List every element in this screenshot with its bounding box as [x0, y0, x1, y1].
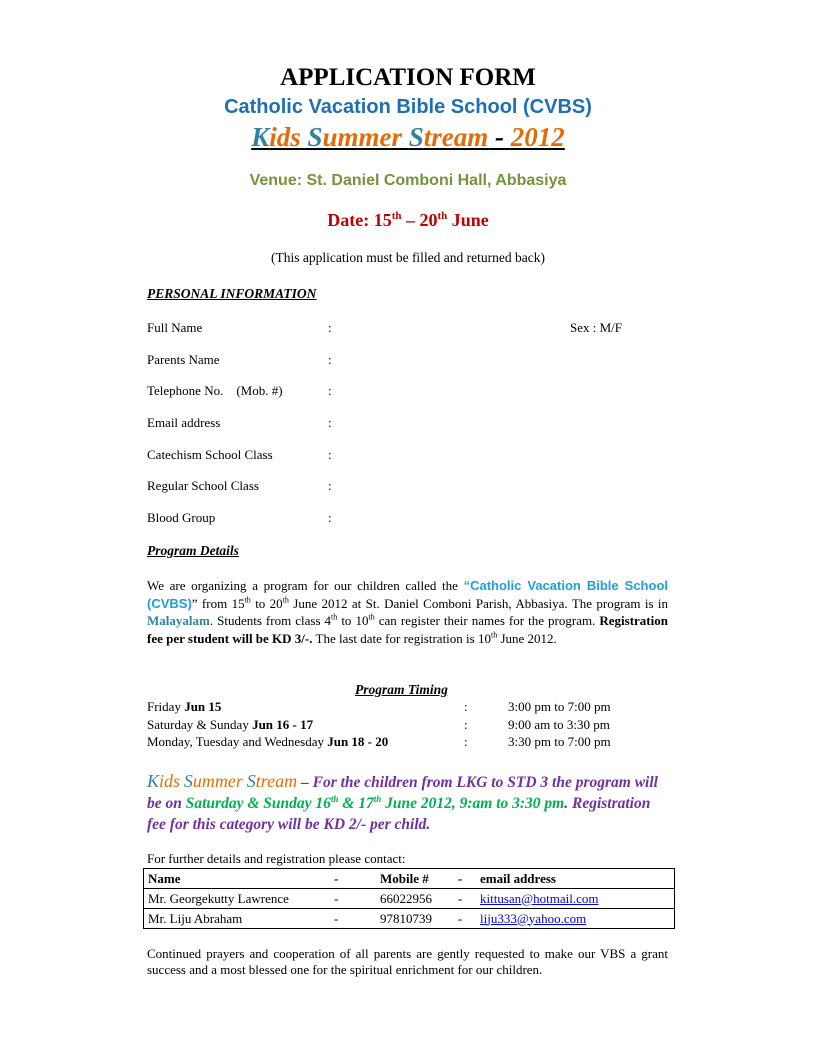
- event-date: [0, 210, 816, 231]
- field-colon: :: [328, 447, 332, 462]
- stream-k: K: [251, 122, 270, 152]
- personal-info-heading: PERSONAL INFORMATION: [147, 286, 317, 301]
- field-colon: :: [328, 320, 332, 335]
- table-row: [144, 889, 675, 909]
- kids-schedule: & 17: [338, 795, 374, 812]
- program-description: [147, 577, 668, 647]
- field-label-email: Email address: [147, 415, 221, 430]
- timing-date: Jun 16 - 17: [252, 717, 314, 732]
- contact-mobile: 66022956: [376, 889, 454, 909]
- date-suffix: June: [447, 210, 489, 230]
- timing-day: Saturday & Sunday: [147, 717, 253, 732]
- contact-intro: For further details and registration please contact:: [147, 851, 406, 866]
- venue: Venue: St. Daniel Comboni Hall, Abbasiya: [249, 172, 567, 189]
- stream-year: 2012: [510, 122, 565, 152]
- kids-text: – For the children from LKG to STD 3 the program will be on: [147, 774, 658, 812]
- program-sup: th: [244, 595, 251, 605]
- organization-name: Catholic Vacation Bible School (CVBS): [224, 96, 592, 118]
- stream-dash: -: [495, 122, 505, 152]
- date-prefix: Date: 15: [327, 210, 392, 230]
- sex-label: Sex : M/F: [570, 320, 623, 335]
- field-label-blood-group: Blood Group: [147, 510, 216, 525]
- program-language: Malayalam: [147, 613, 210, 628]
- program-name: “Catholic Vacation Bible School (CVBS): [147, 578, 668, 611]
- timing-day: Friday: [147, 699, 185, 714]
- col-dash: -: [454, 869, 476, 889]
- contact-email-link[interactable]: kittusan@hotmail.com: [480, 890, 599, 906]
- field-colon: :: [328, 383, 332, 398]
- program-text: June 2012.: [497, 630, 557, 646]
- kids-tream: tream: [255, 771, 298, 791]
- field-label-parents-name: Parents Name: [147, 352, 220, 367]
- form-title: APPLICATION FORM: [280, 64, 536, 91]
- kids-schedule: Saturday & Sunday 16: [185, 795, 331, 812]
- stream-ids: ids: [269, 122, 301, 152]
- program-text: can register their names for the program.: [374, 613, 600, 628]
- field-colon: :: [328, 415, 332, 430]
- date-sup2: th: [437, 210, 448, 222]
- contact-name: Mr. Georgekutty Lawrence: [144, 889, 331, 909]
- timing-time: 3:30 pm to 7:00 pm: [508, 734, 611, 749]
- program-text: . Students from class 4: [209, 613, 332, 628]
- closing-note: Continued prayers and cooperation of all parents are gently requested to make our VBS a grant success and a most blessed one for the spiritual enrichment for our children.: [147, 946, 668, 977]
- kids-stream-note: [147, 771, 668, 835]
- kids-ummer: ummer: [192, 771, 243, 791]
- program-text: to 20: [250, 595, 283, 611]
- timing-time: 3:00 pm to 7:00 pm: [508, 699, 611, 714]
- program-sup: th: [490, 630, 498, 640]
- timing-row-day: [147, 717, 313, 733]
- instruction-note: (This application must be filled and returned back): [270, 250, 546, 265]
- contact-dash: -: [454, 889, 476, 909]
- contact-dash: -: [454, 909, 476, 929]
- stream-title: [0, 122, 816, 153]
- program-text: We are organizing a program for our children called the: [147, 578, 464, 593]
- timing-row-day: [147, 699, 221, 715]
- stream-ummer: ummer: [322, 122, 403, 152]
- kids-k: K: [147, 771, 160, 791]
- timing-day: Monday, Tuesday and Wednesday: [147, 734, 328, 749]
- program-text: The last date for registration is 10: [312, 630, 491, 646]
- field-colon: :: [328, 510, 332, 525]
- col-dash: -: [330, 869, 376, 889]
- col-name: Name: [144, 869, 331, 889]
- timing-time: 9:00 am to 3:30 pm: [508, 717, 610, 732]
- kids-ids: ids: [159, 771, 181, 791]
- table-row: [144, 909, 675, 929]
- program-text: to 10: [337, 613, 369, 628]
- date-sup1: th: [391, 210, 402, 222]
- timing-colon: :: [464, 734, 468, 749]
- stream-tream: tream: [423, 122, 489, 152]
- program-sup: th: [282, 595, 289, 605]
- table-header-row: [144, 869, 675, 889]
- program-sup: th: [368, 612, 375, 622]
- program-details-heading: Program Details: [147, 543, 239, 558]
- contact-dash: -: [330, 909, 376, 929]
- kids-schedule: June 2012, 9:am to 3:30 pm: [381, 795, 565, 812]
- field-colon: :: [328, 352, 332, 367]
- contact-mobile: 97810739: [376, 909, 454, 929]
- program-timing-heading: Program Timing: [355, 682, 448, 697]
- date-mid: – 20: [401, 210, 438, 230]
- field-label-catechism-class: Catechism School Class: [147, 447, 273, 462]
- contact-dash: -: [330, 889, 376, 909]
- field-label-regular-class: Regular School Class: [147, 478, 259, 493]
- kids-s1: S: [183, 771, 193, 791]
- contacts-table: [143, 868, 675, 929]
- program-text: June 2012 at St. Daniel Comboni Parish, Abbasiya. The program is in: [288, 595, 668, 611]
- kids-text: . Registration fee for this category will be KD 2/- per child.: [147, 795, 651, 833]
- program-sup: th: [331, 612, 338, 622]
- field-label-telephone: Telephone No. (Mob. #): [147, 383, 283, 398]
- timing-date: Jun 18 - 20: [327, 734, 389, 749]
- contact-name: Mr. Liju Abraham: [144, 909, 331, 929]
- timing-colon: :: [464, 717, 468, 732]
- kids-sup: th: [330, 793, 339, 804]
- contact-email-link[interactable]: liju333@yahoo.com: [480, 910, 587, 926]
- timing-date: Jun 15: [184, 699, 222, 714]
- timing-colon: :: [464, 699, 468, 714]
- stream-s2: S: [408, 122, 424, 152]
- col-email: email address: [476, 869, 675, 889]
- timing-row-day: [147, 734, 388, 750]
- program-fee: Registration fee per student will be KD 3/-.: [147, 613, 668, 646]
- col-mobile: Mobile #: [376, 869, 454, 889]
- field-label-full-name: Full Name: [147, 320, 203, 335]
- stream-s1: S: [307, 122, 323, 152]
- field-colon: :: [328, 478, 332, 493]
- kids-sup: th: [373, 793, 382, 804]
- program-text: ” from 15: [191, 595, 245, 611]
- kids-s2: S: [246, 771, 256, 791]
